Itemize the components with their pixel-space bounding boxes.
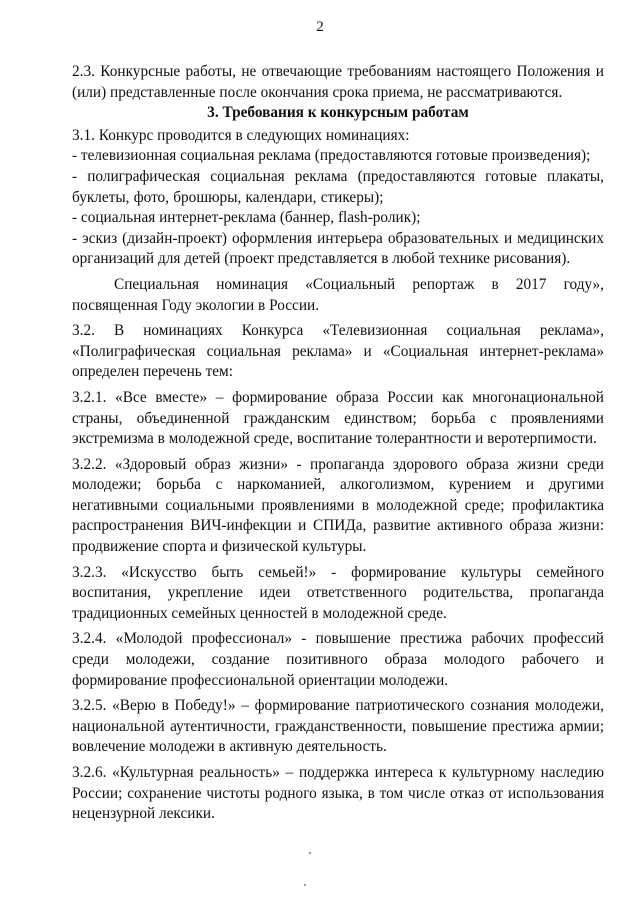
document-body xyxy=(72,62,604,830)
scan-speck xyxy=(309,852,311,854)
nomination-print: - полиграфическая социальная реклама (предоставляются готовые плакаты, буклеты, фото, брошюры, календари, стикеры); xyxy=(72,167,604,206)
scan-speck xyxy=(304,884,306,886)
nomination-tv: - телевизионная социальная реклама (предоставляются готовые произведения); xyxy=(72,147,591,165)
page-number: 2 xyxy=(316,19,324,35)
section-heading: 3. Требования к конкурсным работам xyxy=(207,104,469,122)
special-nomination: Специальная номинация «Социальный репортаж в 2017 году», посвященная Году экологии в России. xyxy=(72,275,604,314)
paragraph-3-2-4: 3.2.4. «Молодой профессионал» - повышение престижа рабочих профессий среди молодежи, создание позитивного образа молодого рабочего и формирование профессиональной ориентации молодежи. xyxy=(72,630,604,689)
paragraph-3-2: 3.2. В номинациях Конкурса «Телевизионная социальная реклама», «Полиграфическая социальная реклама» и «Социальная интернет-реклама» определен перечень тем: xyxy=(72,322,604,381)
nomination-internet: - социальная интернет-реклама (баннер, flash-ролик); xyxy=(72,209,421,227)
paragraph-3-2-5: 3.2.5. «Верю в Победу!» – формирование патриотического сознания молодежи, национальной аутентичности, гражданственности, повышение престижа армии; вовлечение молодежи в активную деятельность. xyxy=(72,697,604,756)
paragraph-2-3: 2.3. Конкурсные работы, не отвечающие требованиям настоящего Положения и (или) представленные после окончания срока приема, не рассматриваются. xyxy=(72,63,604,101)
nomination-sketch: - эскиз (дизайн-проект) оформления интерьера образовательных и медицинских организаций для детей (проект представляется в любой технике рисования). xyxy=(72,229,604,268)
paragraph-3-1: 3.1. Конкурс проводится в следующих номинациях: xyxy=(72,126,410,144)
paragraph-3-2-6: 3.2.6. «Культурная реальность» – поддержка интереса к культурному наследию России; сохранение чистоты родного языка, в том числе отказ от использования нецензурной лексики. xyxy=(72,764,604,823)
paragraph-3-2-3: 3.2.3. «Искусство быть семьей!» - формирование культуры семейного воспитания, укрепление идеи ответственного родительства, пропаганда традиционных семейных ценностей в молодежной среде. xyxy=(72,563,604,622)
paragraph-3-2-2: 3.2.2. «Здоровый образ жизни» - пропаганда здорового образа жизни среди молодежи; борьба с наркоманией, алкоголизмом, курением и другими негативными социальными проявлениями в молодежной среде; профилактика распространения ВИЧ-инфекции и СПИДа, развитие активного образа жизни: продвижение спорта и физической культуры. xyxy=(72,455,604,556)
paragraph-3-2-1: 3.2.1. «Все вместе» – формирование образа России как многонациональной страны, объединенной гражданским единством; борьба с проявлениями экстремизма в молодежной среде, воспитание толерантности и веротерпимости. xyxy=(72,388,604,448)
